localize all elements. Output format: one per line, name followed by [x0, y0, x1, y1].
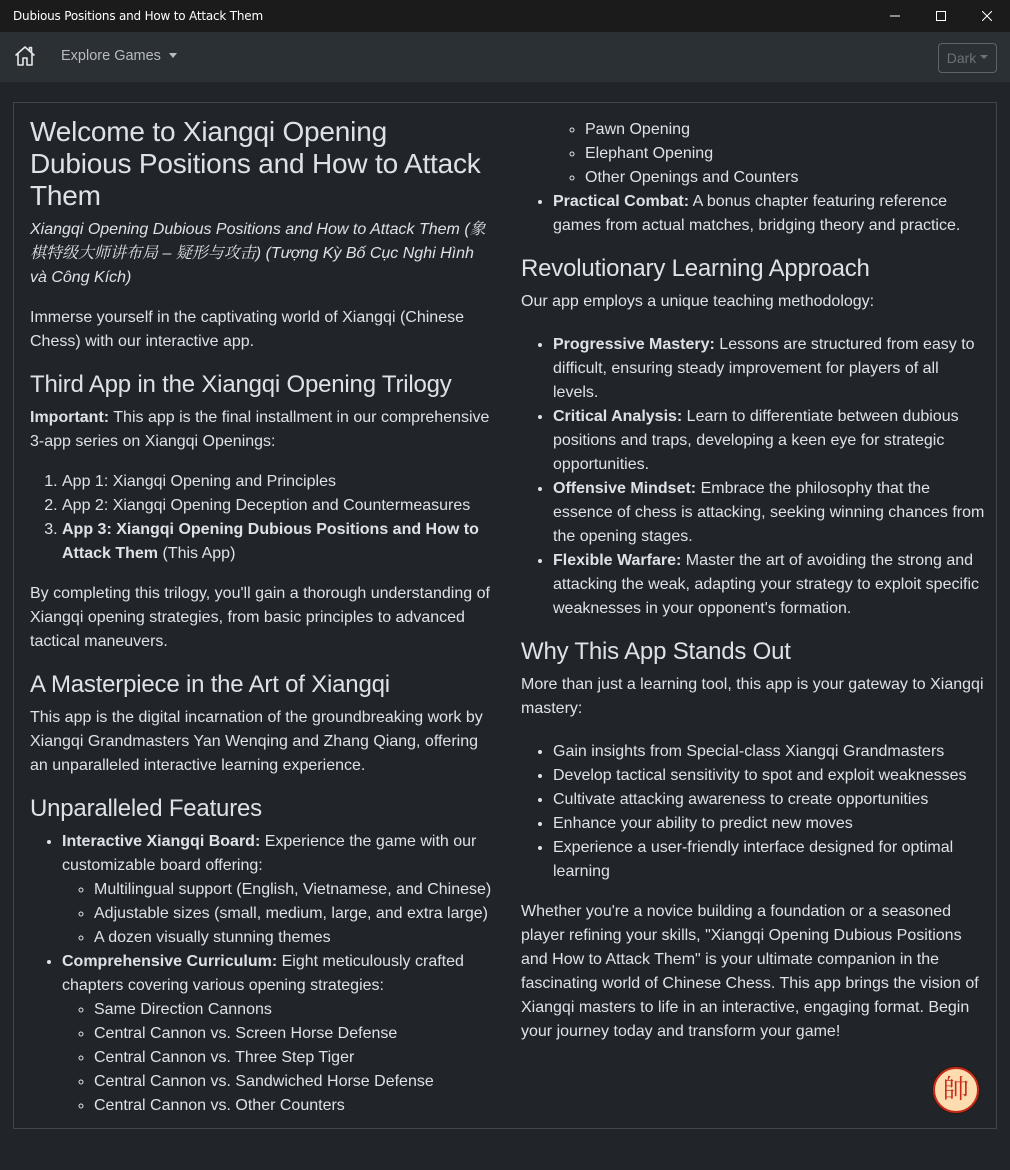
list-item: ◦ Same Direction Cannons — [94, 998, 495, 1022]
masterpiece-text: This app is the digital incarnation of the groundbreaking work by Xiangqi Grandmasters Yan Wenqing and Zhang Qiang, offering an unparalleled interactive learning experience. — [30, 709, 483, 774]
approach-list — [521, 333, 986, 621]
window-controls — [872, 0, 1010, 32]
xiangqi-general-button[interactable] — [933, 1067, 979, 1113]
close-icon — [982, 11, 992, 21]
right-column — [521, 118, 986, 1060]
app3-suffix: (This App) — [158, 545, 236, 562]
list-item: ◦ Elephant Opening — [585, 142, 986, 166]
feature-text: Experience the game with our customizable board offering: — [62, 833, 477, 874]
page-title: Welcome to Xiangqi Opening Dubious Positions and How to Attack Them — [30, 116, 481, 211]
list-item: • Experience a user-friendly interface designed for optimal learning — [553, 836, 986, 884]
explore-games-label: Explore Games — [61, 48, 161, 64]
subtitle: Xiangqi Opening Dubious Positions and How to Attack Them (象棋特级大师讲布局 – 疑形与攻击) (Tượng Kỳ Bố Cục Nghi Hình và Công Kích) — [30, 221, 486, 286]
approach-text: Lessons are structured from easy to difficult, ensuring steady improvement for players of all levels. — [553, 336, 975, 401]
intro-text: Immerse yourself in the captivating world of Xiangqi (Chinese Chess) with our interactive app. — [30, 309, 464, 350]
board-sublist — [62, 878, 495, 950]
list-item: ◦ Central Cannon vs. Other Counters — [94, 1094, 495, 1118]
list-item: 2. App 2: Xiangqi Opening Deception and Countermeasures — [62, 494, 495, 518]
list-item — [553, 333, 986, 405]
closing-text: Whether you're a novice building a foundation or a seasoned player refining your skills, "Xiangqi Opening Dubious Positions and How to Attack Them" is your ultimate companion in the fascinating world of Chinese Chess. This app brings the vision of Xiangqi masters to life in an interactive, engaging format. Begin your journey today and transform your game! — [521, 903, 979, 1040]
standout-heading: Why This App Stands Out — [521, 638, 791, 665]
caret-down-icon — [169, 53, 177, 58]
list-item — [553, 405, 986, 477]
approach-intro: Our app employs a unique teaching methodology: — [521, 293, 875, 310]
list-item — [553, 477, 986, 549]
list-item: ◦ Central Cannon vs. Three Step Tiger — [94, 1046, 495, 1070]
approach-label: Critical Analysis: — [553, 408, 683, 425]
curriculum-sublist — [62, 998, 495, 1118]
window-title: Dubious Positions and How to Attack Them — [13, 9, 263, 23]
list-item: • Gain insights from Special-class Xiangqi Grandmasters — [553, 740, 986, 764]
features-list — [30, 830, 495, 1118]
feature-board — [62, 830, 495, 950]
left-column — [30, 116, 495, 1134]
trilogy-heading: Third App in the Xiangqi Opening Trilogy — [30, 371, 452, 398]
standout-intro: More than just a learning tool, this app is your gateway to Xiangqi mastery: — [521, 676, 984, 717]
list-item: ◦ A dozen visually stunning themes — [94, 926, 495, 950]
feature-curriculum-continued — [553, 118, 986, 190]
list-item: ◦ Adjustable sizes (small, medium, large, and extra large) — [94, 902, 495, 926]
approach-label: Offensive Mindset: — [553, 480, 697, 497]
theme-label: Dark — [946, 50, 977, 66]
approach-label: Progressive Mastery: — [553, 336, 715, 353]
home-button[interactable] — [13, 44, 37, 68]
features-heading: Unparalleled Features — [30, 795, 262, 822]
list-item: • Develop tactical sensitivity to spot and exploit weaknesses — [553, 764, 986, 788]
curriculum-sublist-continued — [553, 118, 986, 190]
list-item: ◦ Other Openings and Counters — [585, 166, 986, 190]
standout-list — [521, 740, 986, 884]
list-item — [62, 518, 495, 566]
approach-label: Flexible Warfare: — [553, 552, 682, 569]
approach-text: Embrace the philosophy that the essence of chess is attacking, seeking winning chances from the opening stages. — [553, 480, 985, 545]
feature-label: Practical Combat: — [553, 193, 690, 210]
approach-heading: Revolutionary Learning Approach — [521, 255, 870, 282]
list-item — [553, 549, 986, 621]
trilogy-important — [30, 406, 495, 454]
list-item: ◦ Central Cannon vs. Screen Horse Defense — [94, 1022, 495, 1046]
approach-text: Learn to differentiate between dubious positions and traps, developing a keen eye for strategic opportunities. — [553, 408, 959, 473]
list-item: ◦ Pawn Opening — [585, 118, 986, 142]
feature-text: A bonus chapter featuring reference games from actual matches, bridging theory and practice. — [553, 193, 961, 234]
maximize-icon — [936, 11, 946, 21]
list-item: ◦ Central Cannon vs. Sandwiched Horse Defense — [94, 1070, 495, 1094]
list-item: • Cultivate attacking awareness to create opportunities — [553, 788, 986, 812]
list-item: • Enhance your ability to predict new moves — [553, 812, 986, 836]
masterpiece-heading: A Masterpiece in the Art of Xiangqi — [30, 671, 390, 698]
trilogy-list — [30, 470, 495, 566]
feature-text: Eight meticulously crafted chapters covering various opening strategies: — [62, 953, 464, 994]
maximize-button[interactable] — [918, 0, 964, 32]
list-item: ◦ Multilingual support (English, Vietnamese, and Chinese) — [94, 878, 495, 902]
theme-dropdown[interactable] — [938, 43, 997, 73]
feature-label: Comprehensive Curriculum: — [62, 953, 278, 970]
important-text: This app is the final installment in our comprehensive 3-app series on Xiangqi Openings: — [30, 409, 490, 450]
approach-text: Master the art of avoiding the strong and attacking the weak, adapting your strategy to exploit specific weaknesses in your opponent's formation. — [553, 552, 980, 617]
feature-combat — [553, 190, 986, 238]
minimize-button[interactable] — [872, 0, 918, 32]
app3-label: App 3: Xiangqi Opening Dubious Positions and How to Attack Them — [62, 521, 479, 562]
important-label: Important: — [30, 409, 110, 426]
feature-curriculum — [62, 950, 495, 1118]
list-item: 1. App 1: Xiangqi Opening and Principles — [62, 470, 495, 494]
window-titlebar — [0, 0, 1010, 32]
features-list-continued — [521, 118, 986, 238]
caret-down-icon — [980, 55, 988, 59]
minimize-icon — [890, 11, 900, 21]
trilogy-summary: By completing this trilogy, you'll gain a thorough understanding of Xiangqi opening strategies, from basic principles to advanced tactical maneuvers. — [30, 585, 490, 650]
navbar — [0, 32, 1010, 82]
close-button[interactable] — [964, 0, 1010, 32]
home-icon — [13, 44, 37, 68]
explore-games-dropdown[interactable] — [61, 48, 177, 64]
feature-label: Interactive Xiangqi Board: — [62, 833, 261, 850]
xiangqi-general-piece-icon: 帥 — [942, 1075, 969, 1105]
